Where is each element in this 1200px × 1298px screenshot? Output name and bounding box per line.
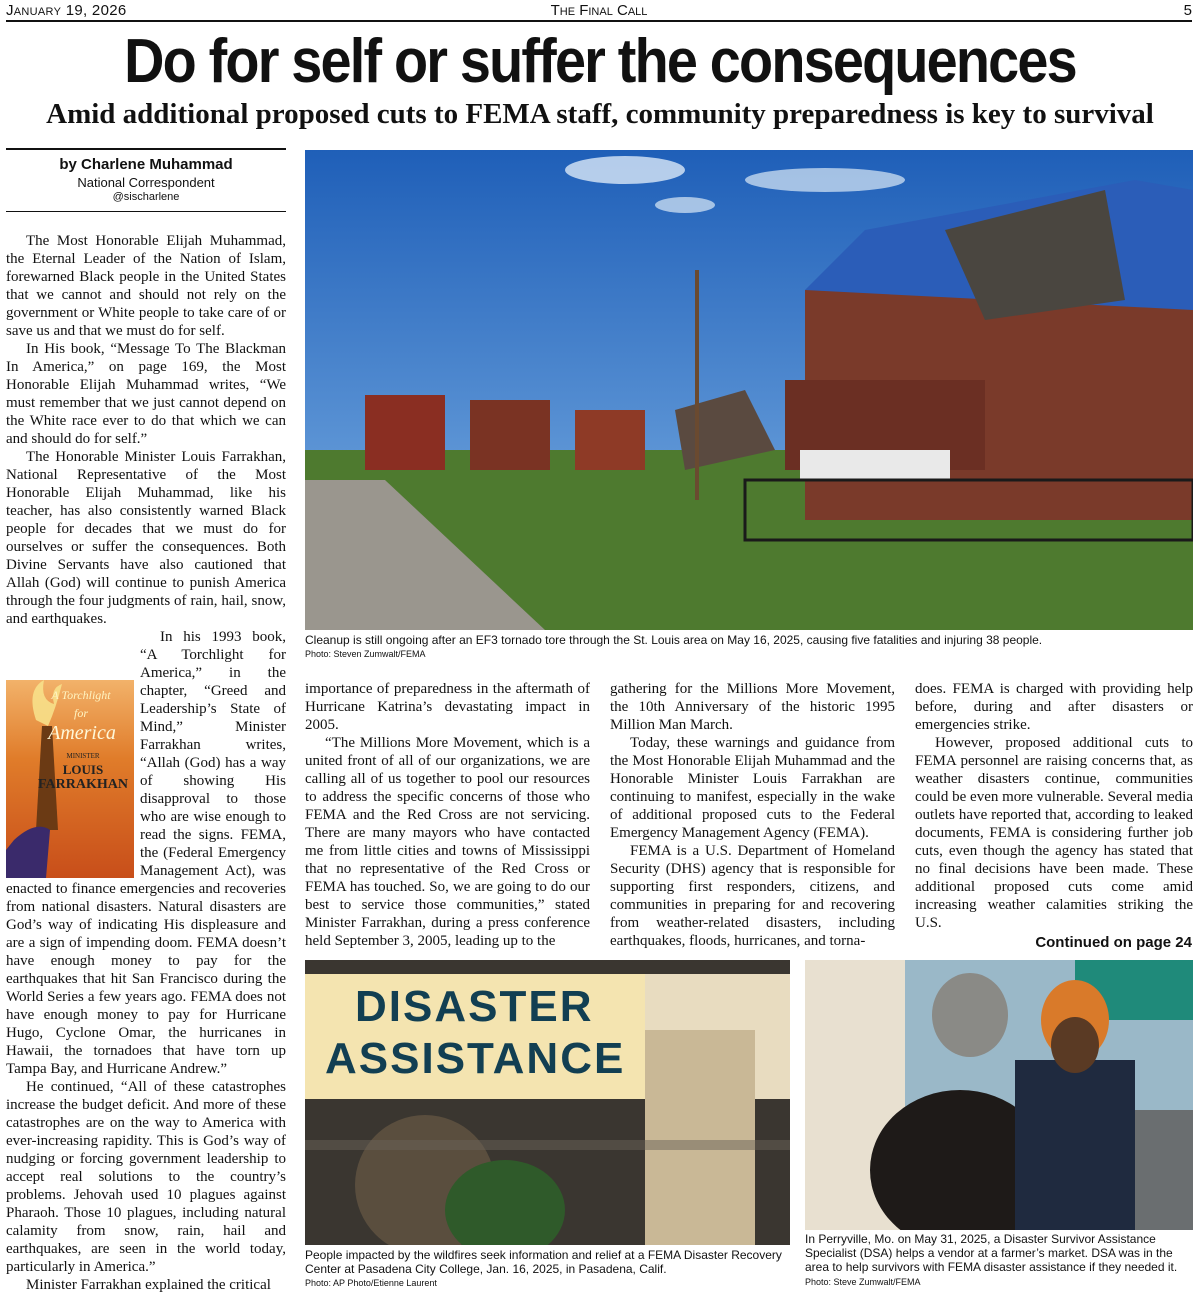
banner-disaster: DISASTER	[355, 982, 594, 1031]
article-column-4	[915, 680, 1193, 930]
headline: Do for self or suffer the consequences	[124, 27, 1076, 96]
paragraph: FEMA is a U.S. Department of Homeland Security (DHS) agency that is responsible for supporting first responders, citizens, and communities in preparing for and recovering from weather-related disasters, including earthquakes, floods, hurricanes, and torna-	[610, 843, 895, 949]
disaster-center-photo	[305, 960, 790, 1245]
paper-name: The Final Call	[550, 2, 648, 19]
author-title: National Correspondent	[77, 175, 215, 190]
author-handle: @sischarlene	[112, 191, 180, 203]
article-column-2	[305, 680, 590, 952]
continued-jump-line: Continued on page 24	[1035, 934, 1192, 951]
page-folio	[6, 2, 1192, 20]
book-title-torchlight: Torchlight	[61, 688, 111, 702]
paragraph: does. FEMA is charged with providing help before, during and after disasters or emergencies strike.	[915, 681, 1193, 733]
book-author-prefix: MINISTER	[66, 752, 100, 760]
issue-date: January 19, 2026	[6, 2, 127, 19]
paragraph: However, proposed additional cuts to FEMA personnel are raising concerns that, as weather disasters continue, communities could be even more vulnerable. Several media outlets have reported that, according to leaked documents, FEMA is considering further job cuts, even though the agency has stated that no final decisions have been made. These additional proposed cuts come amid increasing weather calamities striking the U.S.	[915, 735, 1193, 930]
page-number: 5	[1183, 2, 1192, 19]
paragraph: “The Millions More Movement, which is a united front of all of our organizations, we are calling all of us together to pool our resources to address the specific concerns of those who FEMA and the Red Cross are not servicing. There are many mayors who have contacted me from little cities and towns of Mississippi that no representative of the Red Cross or FEMA has touched. So, we are going to do our best to service those communities,” stated Minister Farrakhan, during a press conference held September 3, 2005, leading up to the	[305, 735, 590, 949]
book-title-america: America	[48, 722, 116, 744]
farmers-market-caption	[805, 1232, 1193, 1289]
disaster-center-caption	[305, 1248, 790, 1290]
farmers-market-photo	[805, 960, 1193, 1230]
disaster-center-credit: Photo: AP Photo/Etienne Laurent	[305, 1278, 437, 1288]
author-name: by Charlene Muhammad	[59, 156, 233, 173]
book-author-first: LOUIS	[62, 762, 104, 777]
paragraph: In his 1993 book, “A Torchlight for America,” in the chapter, “Greed and Leadership’s State of Mind,” Minister Farrakhan writes, “Allah (God) has a way of showing His disapproval to those who are wise enough to read the signs. FEMA, the (Federal Emergency Management Act), was enacted to finance emergencies and recoveries from national disasters. Natural disasters are God’s way of indicating His displeasure and are a sign of impending doom. FEMA doesn’t have enough money to pay for the earthquakes that hit San Francisco during the World Series a few years ago. FEMA does not have enough money to pay for Hurricane Hugo, Cyclone Omar, the hurricanes in Hawaii, the tornadoes that have torn up Tampa Bay, and Hurricane Andrew.”	[6, 629, 286, 1077]
main-photo-caption	[305, 633, 1193, 661]
book-author-last: FARRAKHAN	[38, 777, 128, 792]
paragraph: He continued, “All of these catastrophes increase the budget deficit. And more of these catastrophes are on the way to America with ever-increasing rapidity. This is God’s way of nudging or forcing government leadership to accept real solutions to the country’s problems. Jehovah used 10 plagues against Pharaoh. Those 10 plagues, including natural calamity from snow, rain, hail and earthquakes, are seen in the world today, particularly in America.”	[6, 1079, 286, 1275]
disaster-center-caption-text: People impacted by the wildfires seek information and relief at a FEMA Disaster Recovery Center at Pasadena City College, Jan. 16, 2025, in Pasadena, Calif.	[305, 1248, 782, 1276]
farmers-market-image	[805, 960, 1193, 1230]
paragraph: In His book, “Message To The Blackman In America,” on page 169, the Most Honorable Elijah Muhammad writes, “We must remember that we just cannot depend on the White race ever to do that which we can and should do for self.”	[6, 341, 286, 447]
tornado-scene-image	[305, 150, 1193, 630]
paragraph: The Honorable Minister Louis Farrakhan, National Representative of the Most Honorable Elijah Muhammad, like his teacher, has also consistently warned Black people for decades that we must do for ourselves or suffer the consequences. Both Divine Servants have also cautioned that Allah (God) will continue to punish America through the four judgments of rain, hail, snow, and earthquakes.	[6, 449, 286, 627]
tornado-damage-photo	[305, 150, 1193, 630]
book-cover-image	[6, 680, 134, 878]
book-title-a: A	[51, 688, 59, 702]
banner-assistance: ASSISTANCE	[325, 1034, 626, 1083]
paragraph: gathering for the Millions More Movement, the 10th Anniversary of the historic 1995 Million Man March.	[610, 681, 895, 733]
main-photo-caption-text: Cleanup is still ongoing after an EF3 tornado tore through the St. Louis area on May 16, 2025, causing five fatalities and injuring 38 people.	[305, 633, 1043, 647]
byline	[6, 148, 286, 212]
book-title-for: for	[73, 706, 88, 720]
paragraph: The Most Honorable Elijah Muhammad, the Eternal Leader of the Nation of Islam, forewarned Black people in the United States that we cannot and should not rely on the government or White people to take care of or save us and that we must do for self.	[6, 233, 286, 339]
folio-rule	[6, 20, 1192, 22]
paragraph: Minister Farrakhan explained the critical	[26, 1277, 271, 1293]
farmers-market-credit: Photo: Steve Zumwalt/FEMA	[805, 1277, 921, 1287]
paragraph: Today, these warnings and guidance from the Most Honorable Elijah Muhammad and the Honorable Minister Louis Farrakhan are continuing to manifest, especially in the wake of additional proposed cuts to the Federal Emergency Management Agency (FEMA).	[610, 735, 895, 841]
deck-subheadline: Amid additional proposed cuts to FEMA staff, community preparedness is key to survival	[46, 98, 1154, 130]
main-photo-credit: Photo: Steven Zumwalt/FEMA	[305, 649, 426, 659]
paragraph: importance of preparedness in the aftermath of Hurricane Katrina’s devastating impact in 2005.	[305, 681, 590, 733]
farmers-market-caption-text: In Perryville, Mo. on May 31, 2025, a Disaster Survivor Assistance Specialist (DSA) helps a vendor at a farmer’s market. DSA was in the area to help survivors with FEMA disaster assistance if they needed it.	[805, 1232, 1178, 1274]
article-column-3	[610, 680, 895, 952]
